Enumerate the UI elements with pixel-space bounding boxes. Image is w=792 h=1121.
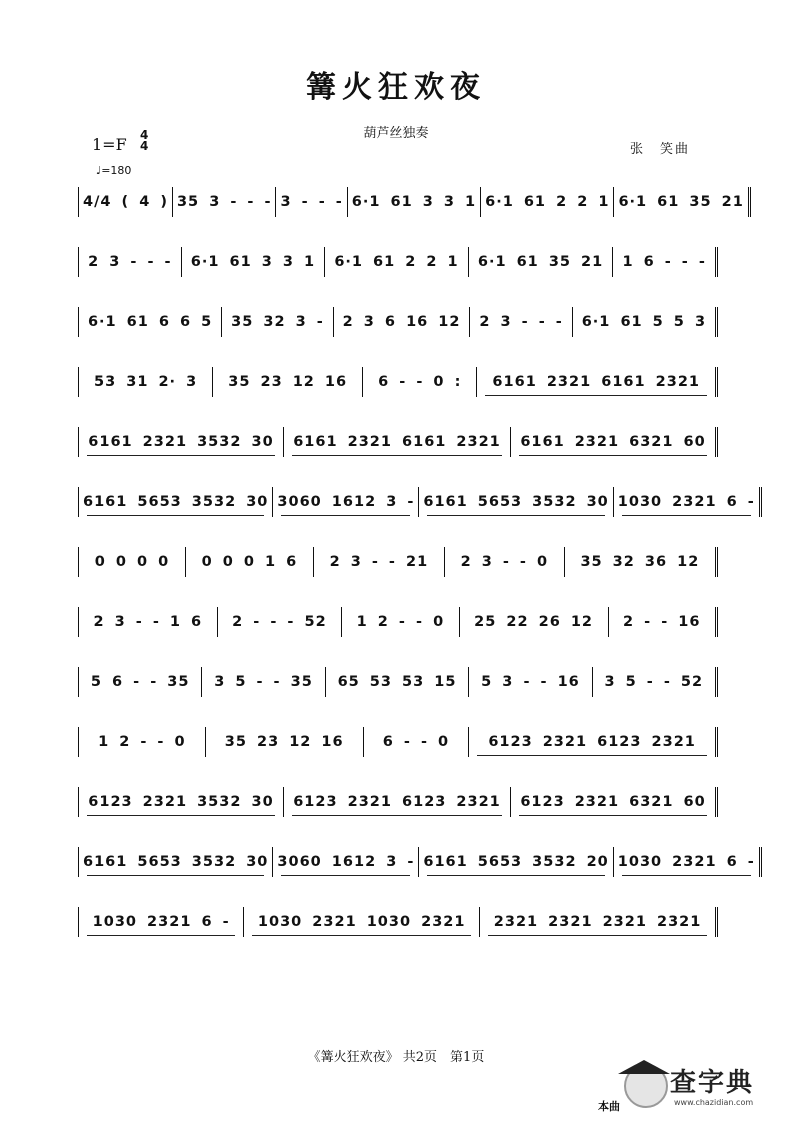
bottom-left-text: 本曲 <box>598 1100 620 1113</box>
measure-notes: 6123 2321 6123 2321 <box>293 794 501 810</box>
measure <box>470 307 572 337</box>
measure <box>182 247 326 277</box>
measure <box>469 667 592 697</box>
measure-notes: 6161 2321 3532 30 <box>88 434 274 450</box>
score-system <box>78 535 718 595</box>
measure-notes: 6·1 61 35 21 <box>618 194 744 210</box>
measure <box>419 847 613 877</box>
beam-underline <box>622 509 751 516</box>
measure-notes: 6·1 61 3 3 1 <box>190 254 316 270</box>
measure-notes: 35 32 3 - <box>231 314 324 330</box>
tempo-marking: ♩=180 <box>96 164 132 177</box>
measure-notes: 3 5 - - 35 <box>214 674 313 690</box>
measure-notes: 0 0 0 0 <box>94 554 170 570</box>
system-line <box>78 187 744 217</box>
measure <box>363 367 477 397</box>
measure <box>78 607 218 637</box>
measure-notes: 1030 2321 6 - <box>617 494 755 510</box>
score-system <box>78 355 718 415</box>
measure <box>469 727 718 757</box>
measure-notes: 6161 2321 6161 2321 <box>492 374 700 390</box>
measure <box>445 547 565 577</box>
measure <box>481 187 614 217</box>
measure-notes: 6161 5653 3532 30 <box>83 494 269 510</box>
measure-notes: 2 - - 16 <box>623 614 701 630</box>
page-title: 篝火狂欢夜 <box>306 70 486 105</box>
score-system <box>78 595 718 655</box>
score-system <box>78 175 744 235</box>
measure <box>573 307 718 337</box>
measure <box>78 547 186 577</box>
measure <box>222 307 334 337</box>
measure <box>614 847 762 877</box>
measure-notes: 35 23 12 16 <box>224 734 344 750</box>
measure <box>284 787 511 817</box>
score-system <box>78 295 718 355</box>
measure-notes: 0 0 0 1 6 <box>201 554 298 570</box>
measure-notes: 2 3 - - 1 6 <box>93 614 203 630</box>
score <box>78 175 755 955</box>
system-line <box>78 727 718 757</box>
measure <box>213 367 363 397</box>
beam-underline <box>87 809 275 816</box>
measure-notes: 5 6 - - 35 <box>90 674 190 690</box>
measure-notes: 2 3 - - 0 <box>460 554 549 570</box>
measure <box>78 787 284 817</box>
measure-notes: 3060 1612 3 - <box>277 494 415 510</box>
graduation-cap-icon <box>618 1060 670 1074</box>
measure <box>348 187 481 217</box>
measure-notes: 35 32 36 12 <box>580 554 700 570</box>
measure <box>480 907 718 937</box>
measure-notes: 25 22 26 12 <box>474 614 594 630</box>
measure <box>78 307 222 337</box>
measure <box>477 367 718 397</box>
measure-notes: 35 3 - - - <box>176 194 272 210</box>
score-system <box>78 895 718 955</box>
measure-notes: 6·1 61 2 2 1 <box>485 194 610 210</box>
measure <box>276 187 347 217</box>
measure <box>218 607 343 637</box>
measure <box>78 727 206 757</box>
measure-notes: 2 3 - - 21 <box>329 554 429 570</box>
measure <box>342 607 460 637</box>
measure <box>593 667 718 697</box>
system-line <box>78 487 755 517</box>
measure-notes: 2 3 6 16 12 <box>342 314 461 330</box>
beam-underline <box>292 809 502 816</box>
measure-notes: 2 3 - - - <box>479 314 563 330</box>
measure-notes: 5 3 - - 16 <box>481 674 580 690</box>
beam-underline <box>485 389 707 396</box>
measure-notes: 1 2 - - 0 <box>98 734 186 750</box>
score-system <box>78 715 718 775</box>
measure <box>326 667 470 697</box>
composer: 张 笑曲 <box>630 142 691 157</box>
measure <box>78 427 284 457</box>
measure-notes: 2 - - - 52 <box>232 614 327 630</box>
measure-notes: 1 2 - - 0 <box>356 614 445 630</box>
measure <box>244 907 480 937</box>
measure <box>273 847 419 877</box>
site-logo <box>612 1058 782 1116</box>
measure <box>609 607 718 637</box>
beam-underline <box>87 449 275 456</box>
measure-notes: 6·1 61 3 3 1 <box>351 194 477 210</box>
system-line <box>78 607 718 637</box>
system-line <box>78 547 718 577</box>
measure <box>325 247 469 277</box>
beam-underline <box>281 869 410 876</box>
page-footer: 《篝火狂欢夜》 共2页 第1页 <box>307 1050 485 1065</box>
beam-underline <box>622 869 751 876</box>
system-line <box>78 847 755 877</box>
measure-notes: 6·1 61 2 2 1 <box>334 254 459 270</box>
measure-notes: 6123 2321 6321 60 <box>520 794 706 810</box>
measure <box>78 487 273 517</box>
measure <box>614 187 750 217</box>
measure-notes: 6161 5653 3532 30 <box>423 494 609 510</box>
measure-notes: 2321 2321 2321 2321 <box>493 914 702 930</box>
measure-notes: 2 3 - - - <box>88 254 172 270</box>
key-signature: 1=F <box>92 135 127 154</box>
measure <box>202 667 325 697</box>
beam-underline <box>519 809 707 816</box>
measure-notes: 6 - - 0 <box>382 734 450 750</box>
subtitle: 葫芦丝独奏 <box>363 126 429 141</box>
score-system <box>78 415 718 475</box>
measure-notes: 3 5 - - 52 <box>604 674 704 690</box>
measure <box>78 247 182 277</box>
measure <box>511 787 718 817</box>
measure-notes: 6161 2321 6161 2321 <box>293 434 501 450</box>
measure <box>565 547 718 577</box>
measure <box>206 727 364 757</box>
measure <box>364 727 470 757</box>
beam-underline <box>427 869 604 876</box>
measure-notes: 6123 2321 6123 2321 <box>488 734 696 750</box>
measure-notes: 3 - - - <box>280 194 343 210</box>
measure-notes: 53 31 2· 3 <box>94 374 198 390</box>
measure <box>78 667 202 697</box>
system-line <box>78 247 718 277</box>
beam-underline <box>281 509 410 516</box>
system-line <box>78 787 718 817</box>
beam-underline <box>87 869 264 876</box>
system-line <box>78 907 718 937</box>
measure <box>334 307 471 337</box>
measure <box>511 427 718 457</box>
measure <box>273 487 419 517</box>
system-line <box>78 307 718 337</box>
score-system <box>78 475 755 535</box>
beam-underline <box>488 929 707 936</box>
measure-notes: 6161 2321 6321 60 <box>520 434 706 450</box>
measure <box>186 547 314 577</box>
measure-notes: 3060 1612 3 - <box>277 854 415 870</box>
score-system <box>78 655 718 715</box>
measure-notes: 1 6 - - - <box>622 254 706 270</box>
measure-notes: 65 53 53 15 <box>337 674 457 690</box>
beam-underline <box>477 749 707 756</box>
measure-notes: 1030 2321 6 - <box>617 854 755 870</box>
measure-notes: 6123 2321 3532 30 <box>88 794 274 810</box>
measure <box>460 607 609 637</box>
measure-notes: 1030 2321 1030 2321 <box>257 914 466 930</box>
beam-underline <box>87 509 264 516</box>
beam-underline <box>252 929 471 936</box>
measure-notes: 6161 5653 3532 20 <box>423 854 609 870</box>
score-system <box>78 835 755 895</box>
beam-underline <box>427 509 604 516</box>
measure <box>419 487 613 517</box>
measure-notes: 6·1 61 5 5 3 <box>581 314 707 330</box>
beam-underline <box>519 449 707 456</box>
measure <box>314 547 445 577</box>
measure-notes: 6161 5653 3532 30 <box>83 854 269 870</box>
measure <box>614 487 762 517</box>
measure-notes: 1030 2321 6 - <box>92 914 230 930</box>
measure <box>469 247 614 277</box>
measure-notes: 6·1 61 35 21 <box>477 254 604 270</box>
measure-notes: 4/4 ( 4 ) <box>83 194 168 210</box>
system-line <box>78 367 718 397</box>
score-system <box>78 775 718 835</box>
measure-notes: 35 23 12 16 <box>228 374 348 390</box>
time-signature: 4 4 <box>140 128 149 153</box>
measure <box>78 907 244 937</box>
beam-underline <box>292 449 502 456</box>
logo-url: www.chazidian.com <box>674 1098 754 1107</box>
measure <box>78 847 273 877</box>
measure <box>78 367 213 397</box>
measure <box>613 247 718 277</box>
score-system <box>78 235 718 295</box>
measure <box>173 187 277 217</box>
system-line <box>78 427 718 457</box>
measure <box>284 427 511 457</box>
system-line <box>78 667 718 697</box>
beam-underline <box>87 929 235 936</box>
logo-text: 查字典 <box>670 1068 755 1098</box>
measure-notes: 6 - - 0 : <box>378 374 462 390</box>
measure <box>78 187 173 217</box>
measure-notes: 6·1 61 6 6 5 <box>87 314 213 330</box>
